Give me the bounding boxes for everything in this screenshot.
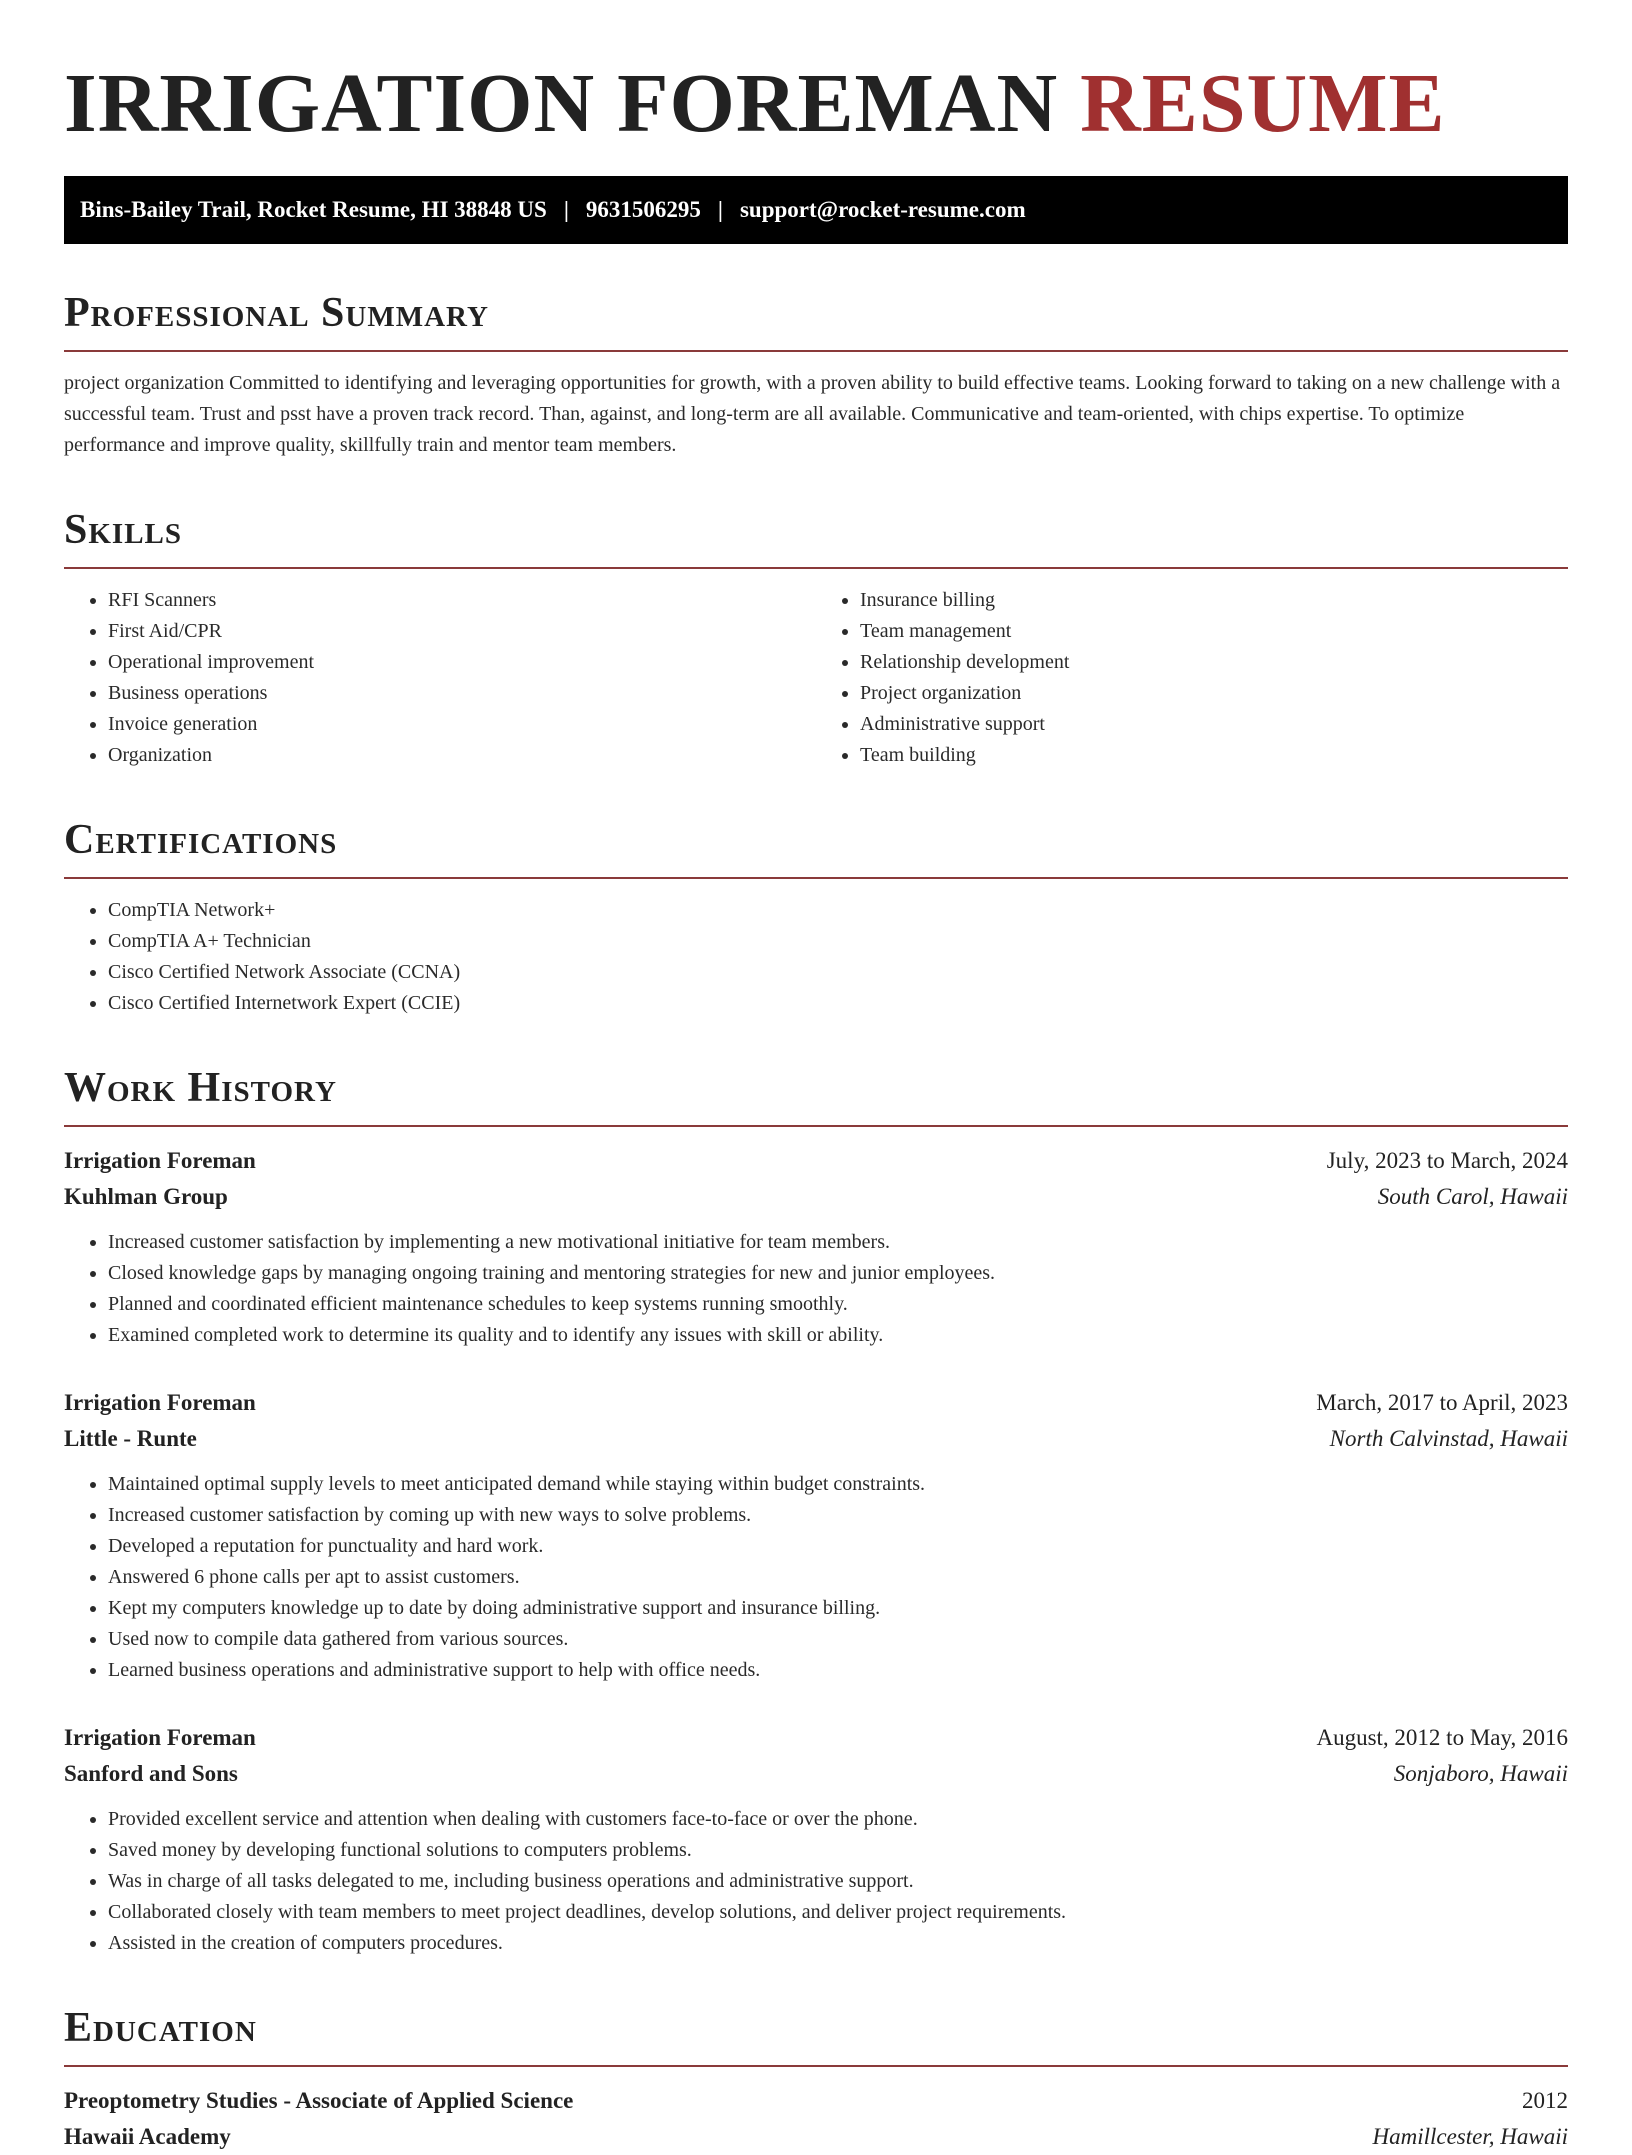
job-company: Little - Runte xyxy=(64,1426,197,1451)
contact-phone: 9631506295 xyxy=(585,197,701,222)
job-bullets xyxy=(64,1227,1568,1351)
skill-item: • Insurance billing xyxy=(860,585,1568,616)
job-bullet: • Saved money by developing functional solutions to computers problems. xyxy=(108,1835,1568,1866)
contact-email: support@rocket-resume.com xyxy=(739,197,1026,222)
job-bullet: • Increased customer satisfaction by coming up with new ways to solve problems. xyxy=(108,1500,1568,1531)
job-bullets xyxy=(64,1469,1568,1686)
skill-item: • First Aid/CPR xyxy=(108,616,816,647)
skills-heading: Skills xyxy=(64,507,1568,569)
job-bullet: • Developed a reputation for punctuality and hard work. xyxy=(108,1531,1568,1562)
skill-item: • Administrative support xyxy=(860,709,1568,740)
contact-bar xyxy=(64,176,1568,244)
job-bullet: • Examined completed work to determine its quality and to identify any issues with skill or ability. xyxy=(108,1320,1568,1351)
skill-item: • Operational improvement xyxy=(108,647,816,678)
title-main: IRRIGATION FOREMAN xyxy=(64,57,1059,150)
work-history-section xyxy=(64,1065,1568,1959)
certifications-list xyxy=(64,895,1568,1019)
job-title: Irrigation Foreman xyxy=(64,1725,256,1750)
title-accent: RESUME xyxy=(1080,57,1446,150)
education-heading: Education xyxy=(64,2005,1568,2067)
job-title: Irrigation Foreman xyxy=(64,1148,256,1173)
education-degree: Preoptometry Studies - Associate of Applied Science xyxy=(64,2088,574,2113)
job-location: South Carol, Hawaii xyxy=(1377,1184,1568,1209)
skills-section xyxy=(64,507,1568,771)
contact-separator: | xyxy=(717,197,723,222)
job-title: Irrigation Foreman xyxy=(64,1390,256,1415)
job-location: Sonjaboro, Hawaii xyxy=(1393,1761,1568,1786)
job-bullet: • Learned business operations and administrative support to help with office needs. xyxy=(108,1655,1568,1686)
education-section xyxy=(64,2005,1568,2155)
job-dates: August, 2012 to May, 2016 xyxy=(1316,1725,1568,1750)
certification-item: • Cisco Certified Internetwork Expert (CCIE) xyxy=(108,988,1568,1019)
summary-heading: Professional Summary xyxy=(64,290,1568,352)
job-bullet: • Was in charge of all tasks delegated to me, including business operations and administrative support. xyxy=(108,1866,1568,1897)
work-history-heading: Work History xyxy=(64,1065,1568,1127)
summary-section xyxy=(64,290,1568,461)
job-bullet: • Used now to compile data gathered from various sources. xyxy=(108,1624,1568,1655)
job-bullet: • Answered 6 phone calls per apt to assist customers. xyxy=(108,1562,1568,1593)
certifications-section xyxy=(64,817,1568,1019)
summary-text: project organization Committed to identifying and leveraging opportunities for growth, with a proven ability to build effective teams. Looking forward to taking on a new challenge with a successful team. Trust and psst have a proven track record. Than, against, and long-term are all available. Communicative and team-oriented, with chips expertise. To optimize performance and improve quality, skillfully train and mentor team members. xyxy=(64,372,1561,456)
job-bullet: • Kept my computers knowledge up to date by doing administrative support and insurance billing. xyxy=(108,1593,1568,1624)
job-bullet: • Collaborated closely with team members to meet project deadlines, develop solutions, and deliver project requirements. xyxy=(108,1897,1568,1928)
certifications-heading: Certifications xyxy=(64,817,1568,879)
certification-item: • Cisco Certified Network Associate (CCNA) xyxy=(108,957,1568,988)
job-location: North Calvinstad, Hawaii xyxy=(1329,1426,1568,1451)
job-bullet: • Assisted in the creation of computers procedures. xyxy=(108,1928,1568,1959)
job-bullet: • Provided excellent service and attention when dealing with customers face-to-face or over the phone. xyxy=(108,1804,1568,1835)
skill-item: • Invoice generation xyxy=(108,709,816,740)
education-school: Hawaii Academy xyxy=(64,2124,231,2149)
skill-item: • Team building xyxy=(860,740,1568,771)
contact-address: Bins-Bailey Trail, Rocket Resume, HI 38848 US xyxy=(80,197,547,222)
education-location: Hamillcester, Hawaii xyxy=(1372,2124,1568,2149)
job-entry xyxy=(64,1385,1568,1686)
education-year: 2012 xyxy=(1522,2088,1568,2113)
certification-item: • CompTIA A+ Technician xyxy=(108,926,1568,957)
skills-list-left xyxy=(64,585,816,771)
job-company: Kuhlman Group xyxy=(64,1184,228,1209)
contact-separator: | xyxy=(563,197,569,222)
skill-item: • Team management xyxy=(860,616,1568,647)
job-bullets xyxy=(64,1804,1568,1959)
job-entry xyxy=(64,1143,1568,1351)
skill-item: • Business operations xyxy=(108,678,816,709)
job-bullet: • Increased customer satisfaction by implementing a new motivational initiative for team members. xyxy=(108,1227,1568,1258)
job-bullet: • Maintained optimal supply levels to meet anticipated demand while staying within budget constraints. xyxy=(108,1469,1568,1500)
certification-item: • CompTIA Network+ xyxy=(108,895,1568,926)
skill-item: • Organization xyxy=(108,740,816,771)
job-bullet: • Closed knowledge gaps by managing ongoing training and mentoring strategies for new and junior employees. xyxy=(108,1258,1568,1289)
resume-title xyxy=(64,58,1568,150)
job-dates: March, 2017 to April, 2023 xyxy=(1316,1390,1568,1415)
job-bullet: • Planned and coordinated efficient maintenance schedules to keep systems running smoothly. xyxy=(108,1289,1568,1320)
skill-item: • Relationship development xyxy=(860,647,1568,678)
job-company: Sanford and Sons xyxy=(64,1761,238,1786)
job-dates: July, 2023 to March, 2024 xyxy=(1326,1148,1568,1173)
skills-list-right xyxy=(816,585,1568,771)
skill-item: • RFI Scanners xyxy=(108,585,816,616)
skill-item: • Project organization xyxy=(860,678,1568,709)
job-entry xyxy=(64,1720,1568,1959)
